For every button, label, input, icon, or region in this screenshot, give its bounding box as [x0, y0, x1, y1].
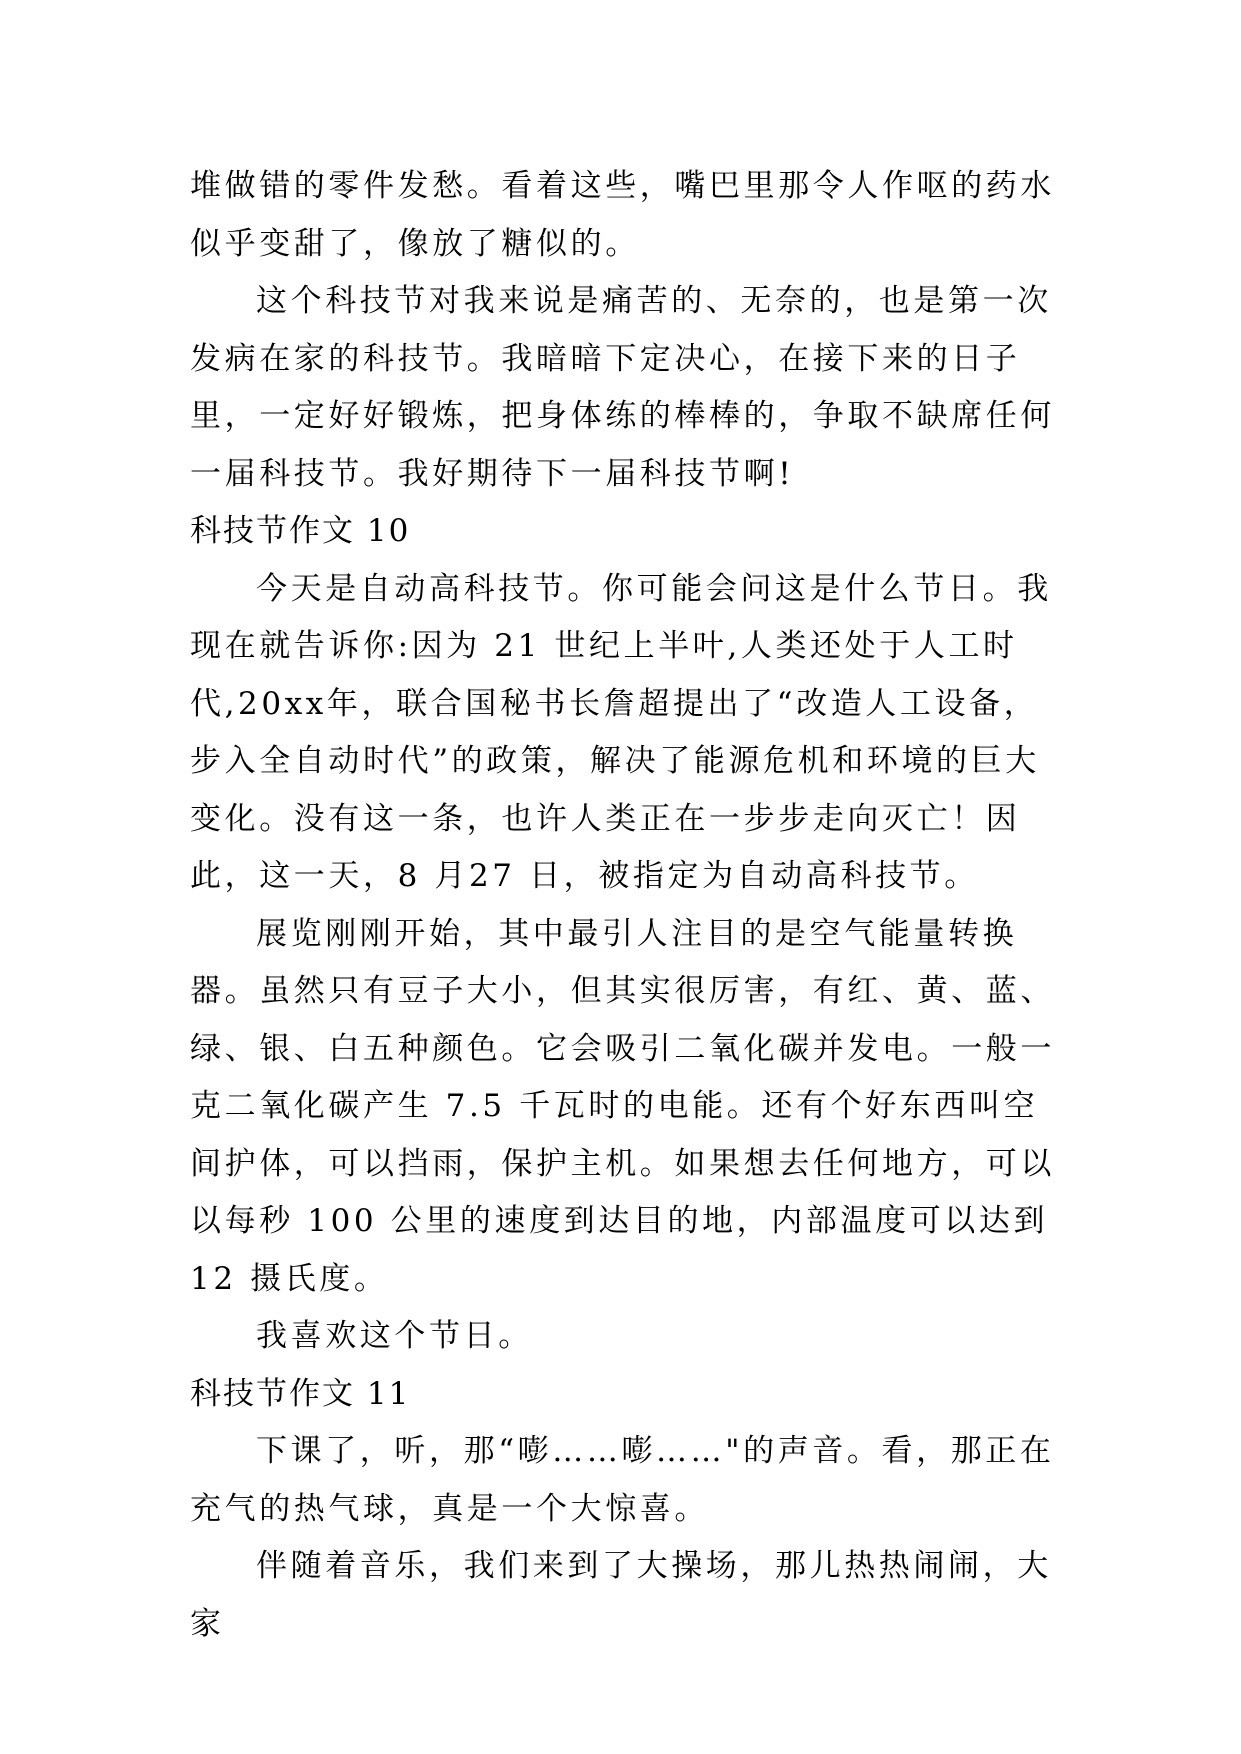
paragraph: 伴随着音乐，我们来到了大操场，那儿热热闹闹，大家	[190, 1548, 1052, 1642]
paragraph: 今天是自动高科技节。你可能会问这是什么节日。我现在就告诉你:因为 21 世纪上半叶,人类还处于人工时代,20xx年，联合国秘书长詹超提出了“改造人工设备，步入全自动时代”的政策，解决了能源危机和环境的巨大变化。没有这一条，也许人类正在一步步走向灭亡！因此，这一天，8 月27 日，被指定为自动高科技节。	[190, 570, 1052, 894]
paragraph: 下课了，听，那“嘭……嘭……"的声音。看，那正在充气的热气球，真是一个大惊喜。	[190, 1433, 1055, 1527]
paragraph-continued: 堆做错的零件发愁。看着这些，嘴巴里那令人作呕的药水似乎变甜了，像放了糖似的。	[190, 168, 1055, 262]
document-page	[190, 158, 1060, 1653]
paragraph: 我喜欢这个节日。	[256, 1318, 533, 1354]
section-heading: 科技节作文 10	[190, 513, 411, 549]
section-heading: 科技节作文 11	[190, 1375, 411, 1412]
paragraph: 这个科技节对我来说是痛苦的、无奈的，也是第一次发病在家的科技节。我暗暗下定决心，在接下来的日子里，一定好好锻炼，把身体练的棒棒的，争取不缺席任何一届科技节。我好期待下一届科技节啊!	[190, 283, 1055, 492]
paragraph: 展览刚刚开始，其中最引人注目的是空气能量转换器。虽然只有豆子大小，但其实很厉害，有红、黄、蓝、绿、银、白五种颜色。它会吸引二氧化碳并发电。一般一克二氧化碳产生 7.5 千瓦时的电能。还有个好东西叫空间护体，可以挡雨，保护主机。如果想去任何地方，可以以每秒 100 公里的速度到达目的地，内部温度可以达到 12 摄氏度。	[190, 915, 1055, 1297]
